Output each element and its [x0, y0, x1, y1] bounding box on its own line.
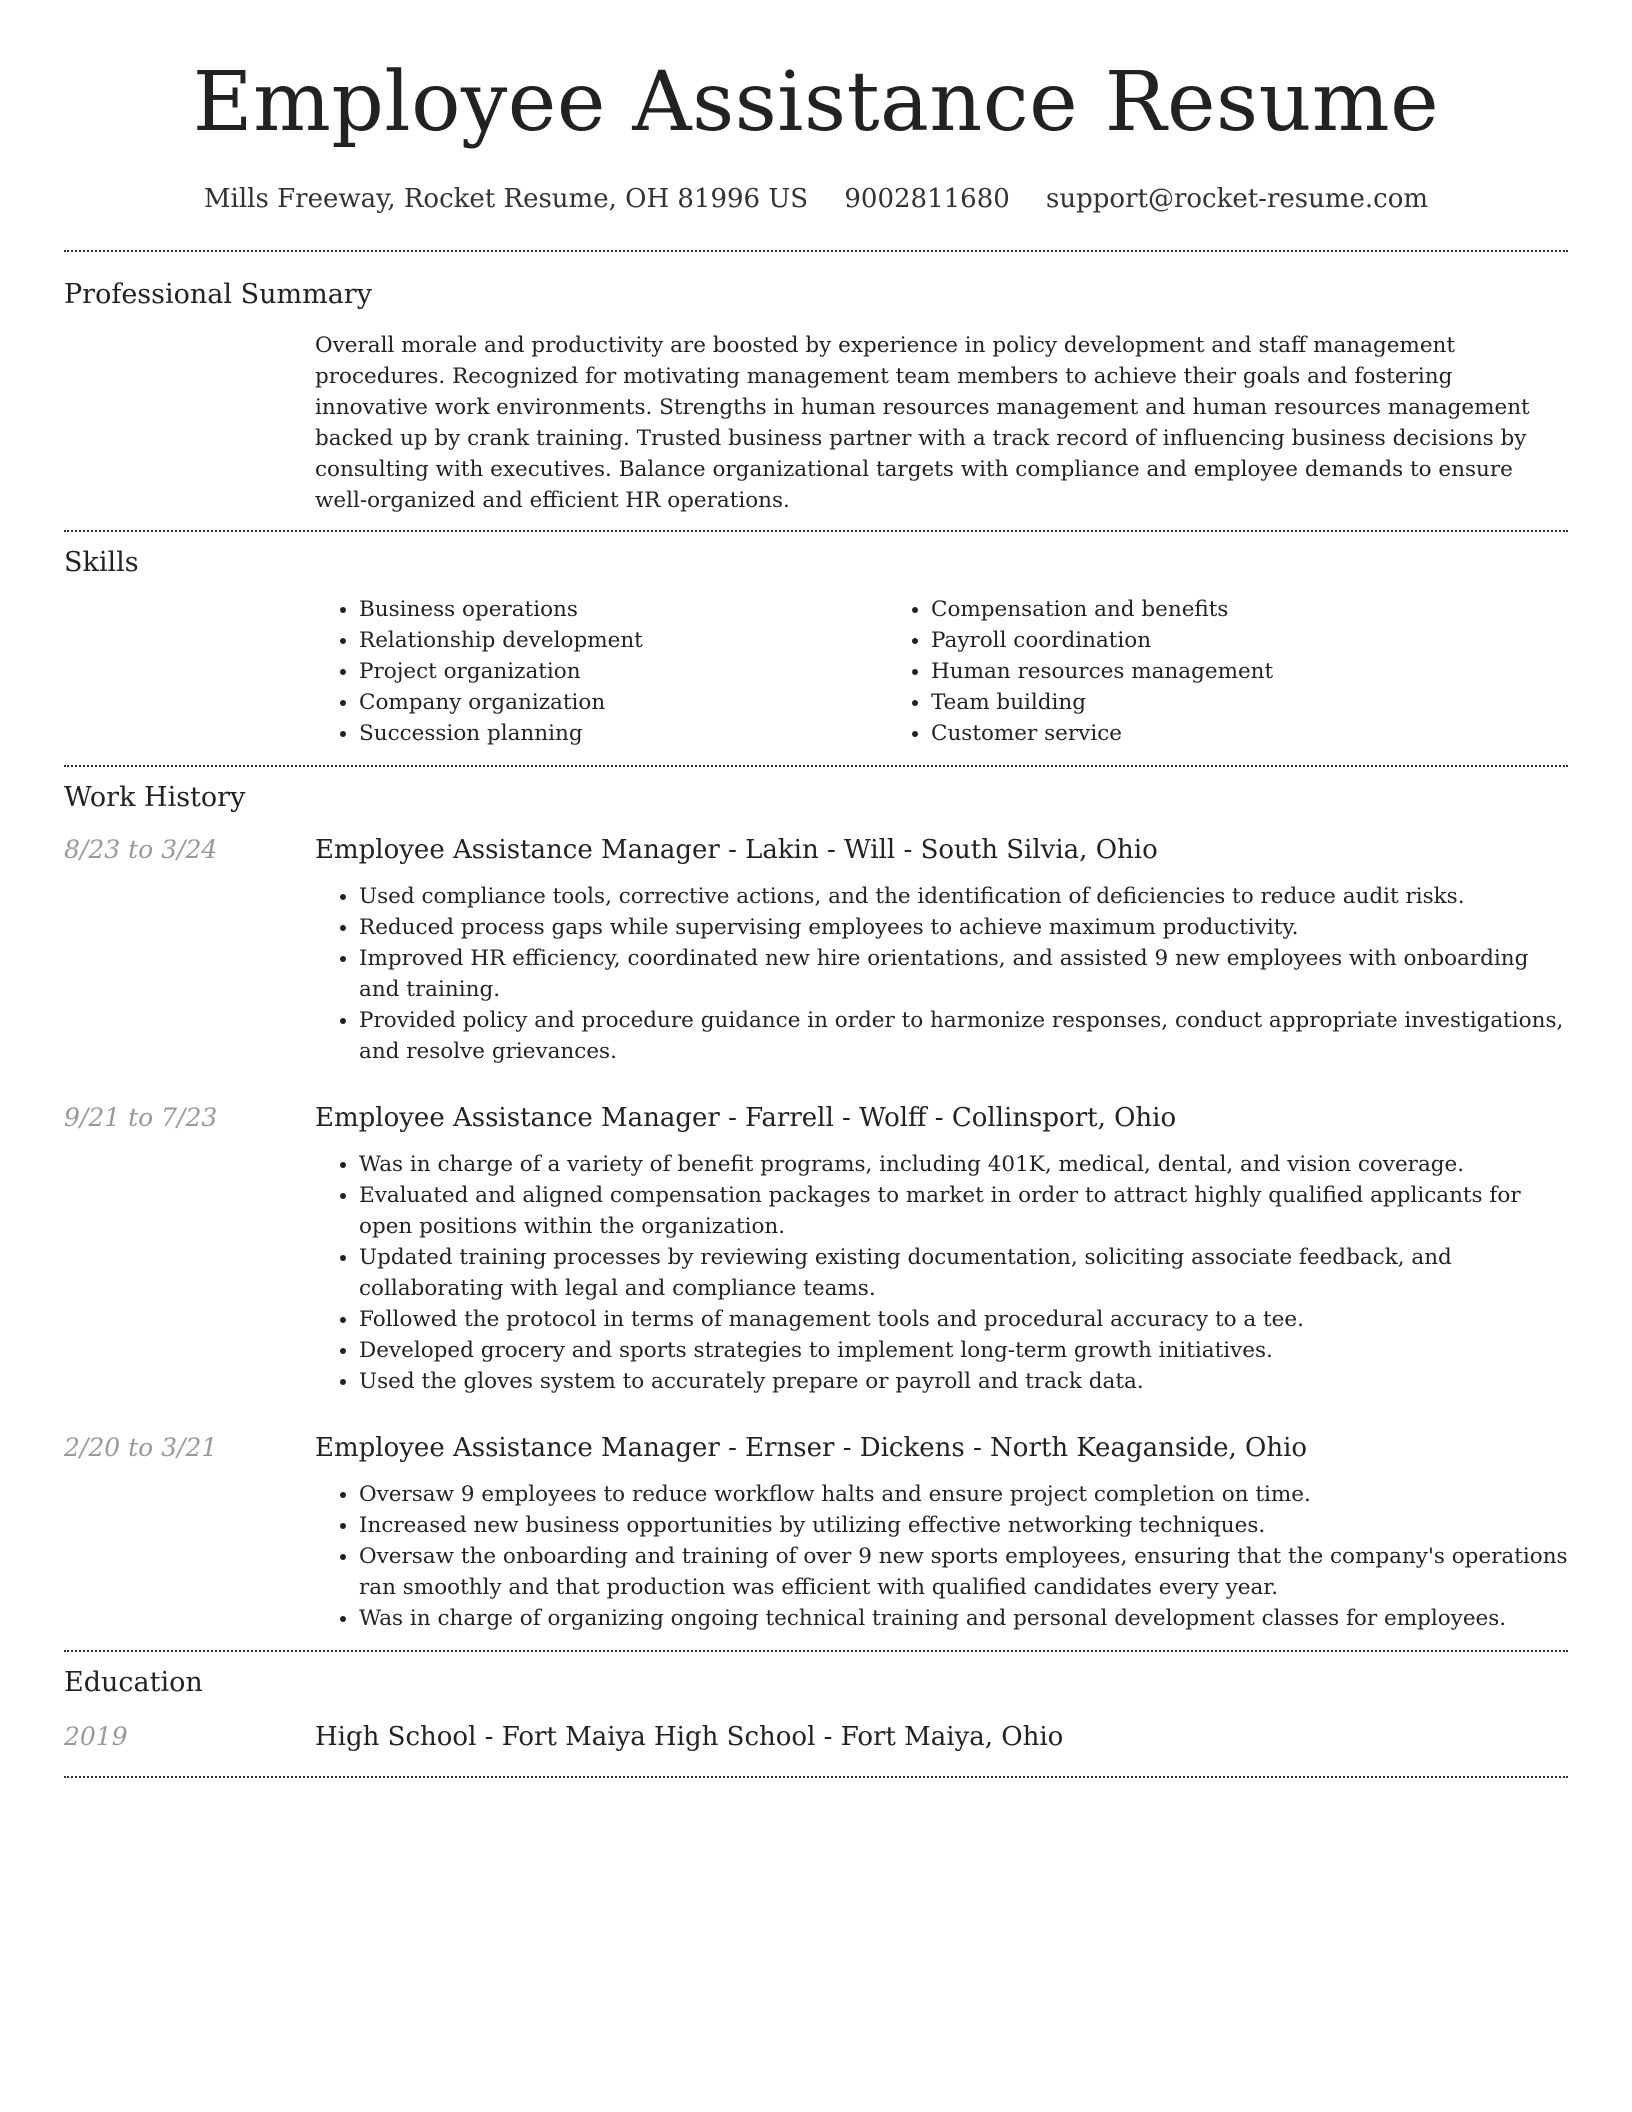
contact-phone: 9002811680 [844, 184, 1010, 214]
skill-item: • Project organization [359, 656, 887, 687]
skills-section [64, 532, 1568, 765]
job-bullets [315, 1479, 1568, 1634]
job-body [315, 1101, 1568, 1397]
job-entry [64, 1431, 1568, 1634]
skills-list-left [315, 594, 887, 749]
skills-row [64, 580, 1568, 765]
summary-text: Overall morale and productivity are boosted by experience in policy development and staff management procedures. Recognized for motivating management team members to achieve their goals and fostering innovative work environments. Strengths in human resources management and human resources management backed up by crank training. Trusted business partner with a track record of influencing business decisions by consulting with executives. Balance organizational targets with compliance and employee demands to ensure well-organized and efficient HR operations. [315, 333, 1530, 513]
job-dates: 2/20 to 3/21 [64, 1433, 218, 1462]
skill-item: • Human resources management [931, 656, 1387, 687]
summary-left-spacer [64, 312, 315, 530]
section-title-skills: Skills [64, 547, 139, 578]
skill-item: • Relationship development [359, 625, 887, 656]
skills-left-spacer [64, 580, 315, 765]
education-entry [64, 1720, 1568, 1776]
job-body [315, 833, 1568, 1067]
resume-title: Employee Assistance Resume [192, 55, 1440, 150]
job-title: Employee Assistance Manager - Lakin - Will - South Silvia, Ohio [315, 835, 1158, 865]
job-bullet: • Developed grocery and sports strategies to implement long-term growth initiatives. [359, 1335, 1568, 1366]
skills-lists [315, 594, 1568, 749]
resume-header [64, 0, 1568, 216]
job-bullet: • Was in charge of organizing ongoing technical training and personal development classes for employees. [359, 1603, 1568, 1634]
job-bullet: • Oversaw the onboarding and training of over 9 new sports employees, ensuring that the company's operations ran smoothly and that production was efficient with qualified candidates every year. [359, 1541, 1568, 1603]
job-bullets [315, 1149, 1568, 1397]
job-bullet: • Was in charge of a variety of benefit programs, including 401K, medical, dental, and vision coverage. [359, 1149, 1568, 1180]
job-bullet: • Provided policy and procedure guidance in order to harmonize responses, conduct appropriate investigations, and resolve grievances. [359, 1005, 1568, 1067]
skill-item: • Company organization [359, 687, 887, 718]
job-bullet: • Followed the protocol in terms of management tools and procedural accuracy to a tee. [359, 1304, 1568, 1335]
contact-address: Mills Freeway, Rocket Resume, OH 81996 US [203, 184, 809, 214]
section-title-education: Education [64, 1667, 203, 1698]
education-title: High School - Fort Maiya High School - Fort Maiya, Ohio [315, 1722, 1064, 1752]
education-body [315, 1720, 1568, 1754]
job-bullet: • Improved HR efficiency, coordinated new hire orientations, and assisted 9 new employees with onboarding and training. [359, 943, 1568, 1005]
skill-item: • Customer service [931, 718, 1387, 749]
job-entry [64, 1101, 1568, 1397]
summary-row [64, 312, 1568, 530]
work-history-section [64, 767, 1568, 1650]
contact-line [64, 182, 1568, 216]
job-bullet: • Increased new business opportunities by utilizing effective networking techniques. [359, 1510, 1568, 1541]
job-body [315, 1431, 1568, 1634]
skill-item: • Succession planning [359, 718, 887, 749]
education-section [64, 1652, 1568, 1776]
contact-email: support@rocket-resume.com [1046, 184, 1429, 214]
job-bullet: • Used the gloves system to accurately prepare or payroll and track data. [359, 1366, 1568, 1397]
skill-item: • Compensation and benefits [931, 594, 1387, 625]
job-bullet: • Evaluated and aligned compensation packages to market in order to attract highly qualified applicants for open positions within the organization. [359, 1180, 1568, 1242]
job-dates: 8/23 to 3/24 [64, 835, 218, 864]
education-year: 2019 [64, 1722, 128, 1751]
divider [64, 1776, 1568, 1778]
job-bullet: • Reduced process gaps while supervising employees to achieve maximum productivity. [359, 912, 1568, 943]
skills-body [315, 580, 1568, 765]
job-bullet: • Oversaw 9 employees to reduce workflow halts and ensure project completion on time. [359, 1479, 1568, 1510]
section-title-work: Work History [64, 782, 246, 813]
job-title: Employee Assistance Manager - Farrell - Wolff - Collinsport, Ohio [315, 1103, 1177, 1133]
job-bullets [315, 881, 1568, 1067]
job-bullet: • Used compliance tools, corrective actions, and the identification of deficiencies to reduce audit risks. [359, 881, 1568, 912]
section-title-summary: Professional Summary [64, 279, 372, 310]
job-entry [64, 833, 1568, 1067]
skill-item: • Payroll coordination [931, 625, 1387, 656]
job-title: Employee Assistance Manager - Ernser - Dickens - North Keaganside, Ohio [315, 1433, 1308, 1463]
professional-summary-section [64, 252, 1568, 530]
skills-list-right [887, 594, 1387, 749]
job-dates: 9/21 to 7/23 [64, 1103, 218, 1132]
skill-item: • Team building [931, 687, 1387, 718]
skill-item: • Business operations [359, 594, 887, 625]
summary-body [315, 312, 1568, 530]
job-bullet: • Updated training processes by reviewing existing documentation, soliciting associate feedback, and collaborating with legal and compliance teams. [359, 1242, 1568, 1304]
